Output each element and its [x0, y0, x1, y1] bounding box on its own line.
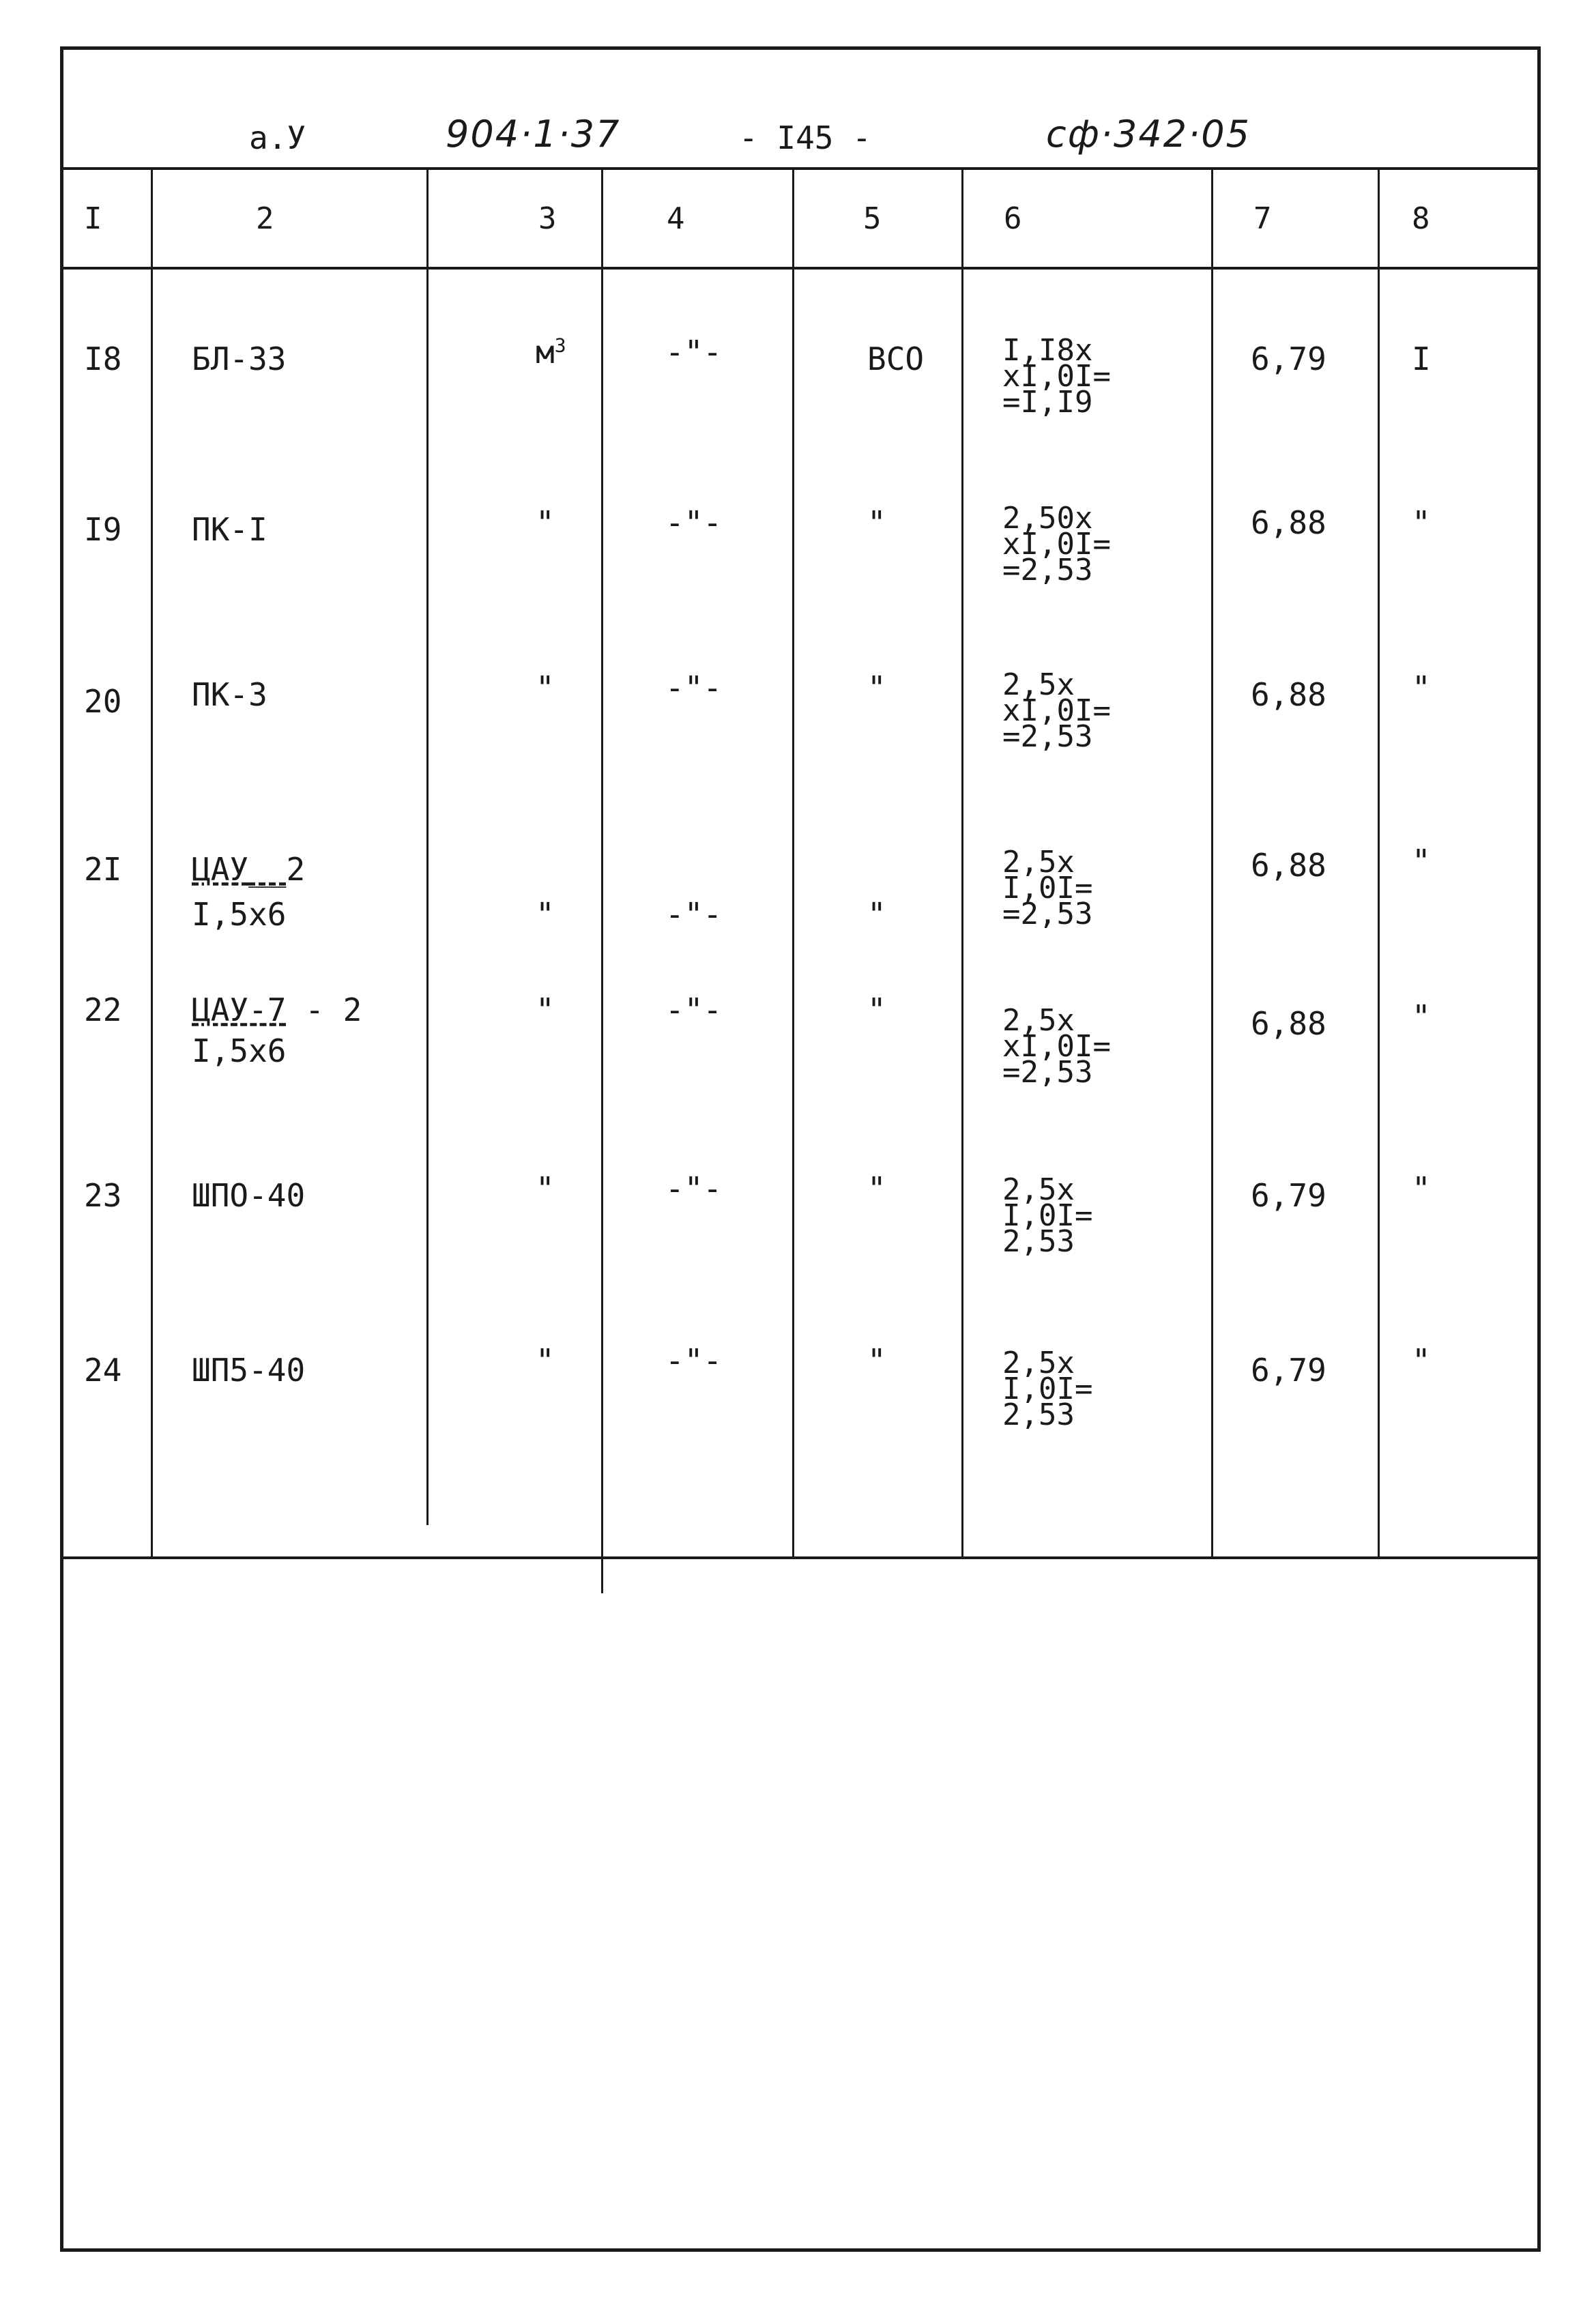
- row-col8: ": [1412, 843, 1431, 880]
- row-number: 20: [84, 683, 122, 720]
- row-name: ШП5-40: [192, 1352, 306, 1389]
- page-number: - I45 -: [739, 119, 871, 156]
- row-calculation: 2,5x xI,0I= =2,53: [1002, 667, 1111, 754]
- column-header-divider: [63, 267, 1537, 270]
- row-col7: 6,88: [1251, 504, 1326, 541]
- row-unit: ": [536, 504, 555, 541]
- col-divider-7: [1378, 167, 1380, 1556]
- row-col7: 6,79: [1251, 1352, 1326, 1389]
- row-col4: -"-: [665, 991, 723, 1028]
- row-col7: 6,79: [1251, 340, 1326, 377]
- col-number-3: 3: [538, 201, 557, 236]
- row-unit: ": [536, 1342, 555, 1379]
- row-name: ШПО-40: [192, 1177, 306, 1214]
- row-col8: ": [1412, 1170, 1431, 1207]
- row-name: ЦАУ__2: [192, 851, 306, 888]
- row-unit: $м^3$: [536, 334, 566, 371]
- col-number-1: I: [84, 201, 102, 236]
- document-sheet: [60, 46, 1541, 2252]
- row-name: ЦАУ-7 - 2: [192, 991, 362, 1028]
- row-col5: ": [867, 504, 886, 541]
- row-col4: -"-: [665, 1170, 723, 1207]
- row-col7: 6,88: [1251, 1005, 1326, 1042]
- col-divider-1: [151, 167, 153, 1556]
- row-col5: ": [867, 669, 886, 706]
- row-number: I8: [84, 340, 122, 377]
- row-unit: ": [536, 669, 555, 706]
- row-col8: ": [1412, 1342, 1431, 1379]
- col-divider-6: [1211, 167, 1213, 1556]
- col-divider-3: [601, 167, 603, 1593]
- row-calculation: 2,5x xI,0I= =2,53: [1002, 1003, 1111, 1090]
- row-unit: ": [536, 896, 555, 933]
- col-divider-2: [426, 167, 429, 1525]
- row-col8: ": [1412, 669, 1431, 706]
- col-number-4: 4: [667, 201, 685, 236]
- row-number: 23: [84, 1177, 122, 1214]
- row-col5: ": [867, 1342, 886, 1379]
- row-calculation: 2,50x xI,0I= =2,53: [1002, 501, 1111, 588]
- col-number-2: 2: [256, 201, 274, 236]
- row-col7: 6,88: [1251, 847, 1326, 884]
- row-col5: ВСО: [867, 340, 925, 377]
- row-col8: ": [1412, 504, 1431, 541]
- row-unit: ": [536, 991, 555, 1028]
- row-col4: -"-: [665, 334, 723, 371]
- row-col4: -"-: [665, 669, 723, 706]
- header-divider: [63, 167, 1537, 170]
- col-divider-4: [792, 167, 794, 1556]
- project-code: 904·1·37: [446, 113, 621, 156]
- row-col4: -"-: [665, 1342, 723, 1379]
- row-unit: ": [536, 1170, 555, 1207]
- table-bottom-rule: [63, 1556, 1537, 1559]
- row-calculation: 2,5x I,0I= =2,53: [1002, 845, 1093, 931]
- row-number: 22: [84, 991, 122, 1028]
- row-col7: 6,79: [1251, 1177, 1326, 1214]
- row-name-sub: I,5x6: [192, 896, 287, 933]
- row-name: ПК-I: [192, 511, 267, 548]
- row-col7: 6,88: [1251, 676, 1326, 713]
- row-col5: ": [867, 1170, 886, 1207]
- document-code: сф·342·05: [1046, 113, 1251, 156]
- row-col8: ": [1412, 998, 1431, 1035]
- row-name: БЛ-33: [192, 340, 287, 377]
- col-number-6: 6: [1004, 201, 1022, 236]
- row-name: ПК-3: [192, 676, 267, 713]
- header-left-label: а.У: [249, 119, 306, 156]
- col-number-5: 5: [863, 201, 882, 236]
- row-calculation: I,I8x xI,0I= =I,I9: [1002, 333, 1111, 420]
- row-col8: I: [1412, 340, 1431, 377]
- row-col5: ": [867, 991, 886, 1028]
- row-col4: -"-: [665, 504, 723, 541]
- row-col5: ": [867, 896, 886, 933]
- col-number-8: 8: [1412, 201, 1430, 236]
- row-number: 2I: [84, 851, 122, 888]
- col-number-7: 7: [1253, 201, 1272, 236]
- row-name-sub: I,5x6: [192, 1032, 287, 1069]
- row-calculation: 2,5x I,0I= 2,53: [1002, 1172, 1093, 1259]
- col-divider-5: [961, 167, 963, 1556]
- row-number: I9: [84, 511, 122, 548]
- row-number: 24: [84, 1352, 122, 1389]
- row-calculation: 2,5x I,0I= 2,53: [1002, 1346, 1093, 1432]
- row-col4: -"-: [665, 896, 723, 933]
